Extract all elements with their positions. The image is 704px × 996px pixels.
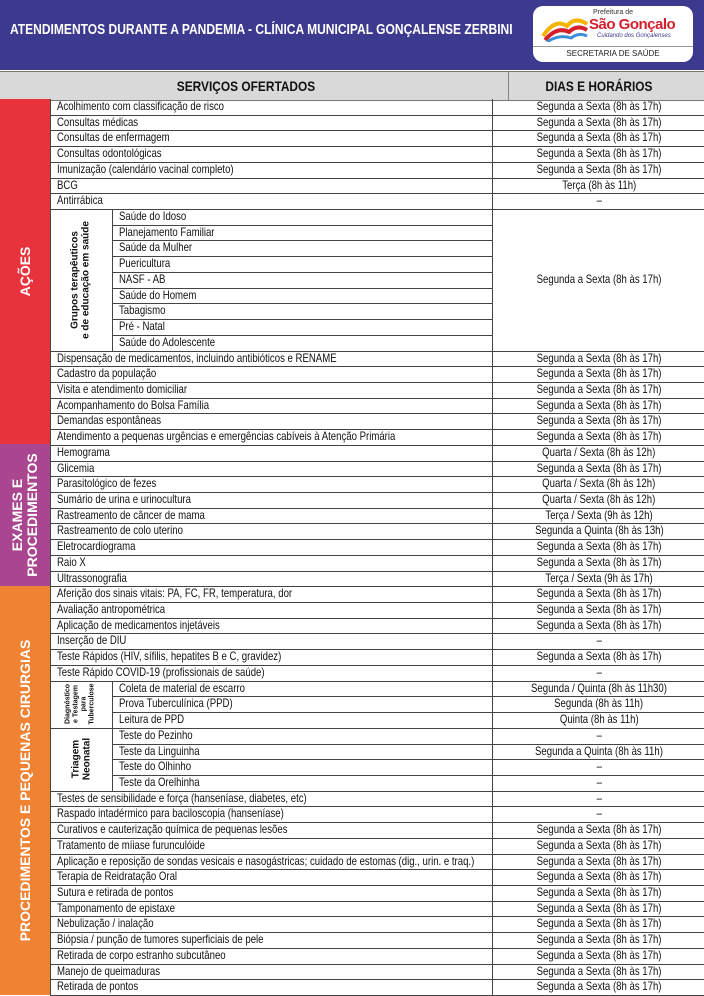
schedule-cell bbox=[492, 555, 704, 571]
cell-text: Aferição dos sinais vitais: PA, FC, FR, temperatura, dor bbox=[57, 586, 293, 601]
cell-text: Segunda a Sexta (8h às 17h) bbox=[536, 413, 662, 428]
cell-text: Segunda a Sexta (8h às 17h) bbox=[536, 350, 662, 365]
cell-text: Cadastro da população bbox=[57, 366, 157, 381]
cell-text: Quarta / Sexta (8h às 12h) bbox=[542, 444, 656, 459]
cell-text: Teste da Linguinha bbox=[119, 743, 200, 758]
logo-tagline: Cuidando dos Gonçalenses bbox=[597, 33, 671, 39]
cell-text: Segunda a Sexta (8h às 17h) bbox=[536, 649, 662, 664]
table-row bbox=[112, 681, 492, 698]
column-divider bbox=[492, 99, 493, 995]
cell-text: Ultrassonografia bbox=[57, 570, 127, 585]
group-label: Triagem Neonatal bbox=[70, 738, 92, 781]
schedule-cell bbox=[492, 791, 704, 807]
schedule-cell bbox=[492, 696, 704, 713]
service-cell bbox=[112, 225, 492, 241]
section-label: PROCEDIMENTOS E PEQUENAS CIRURGIAS bbox=[16, 639, 33, 942]
table-row bbox=[50, 445, 704, 462]
table-row bbox=[50, 555, 704, 572]
table-row bbox=[50, 539, 704, 556]
cell-text: Inserção de DIU bbox=[57, 633, 127, 648]
schedule-cell bbox=[492, 571, 704, 587]
table-row bbox=[50, 838, 704, 855]
table-header bbox=[0, 71, 704, 101]
service-cell bbox=[50, 492, 500, 508]
table-row bbox=[50, 869, 704, 886]
cell-text: – bbox=[596, 727, 602, 742]
table-row bbox=[50, 99, 704, 116]
service-cell bbox=[50, 178, 500, 194]
table-row bbox=[50, 351, 704, 368]
table-row bbox=[50, 586, 704, 603]
cell-text: Segunda a Sexta (8h às 17h) bbox=[536, 429, 662, 444]
service-cell bbox=[50, 885, 500, 901]
service-cell bbox=[50, 916, 500, 932]
table-row bbox=[50, 932, 704, 949]
table-row bbox=[50, 618, 704, 635]
cell-text: Segunda a Sexta (8h às 17h) bbox=[536, 979, 662, 994]
table-row bbox=[50, 413, 704, 430]
cell-text: Testes de sensibilidade e força (hanseníase, diabetes, etc) bbox=[57, 790, 307, 805]
service-cell bbox=[50, 555, 500, 571]
service-cell bbox=[112, 681, 492, 697]
service-cell bbox=[112, 256, 492, 272]
cell-text: Segunda a Sexta (8h às 17h) bbox=[536, 586, 662, 601]
schedule-cell bbox=[492, 445, 704, 461]
cell-text: Segunda a Sexta (8h às 17h) bbox=[536, 837, 662, 852]
group-label: Diagnóstico e Testagem para Tuberculose bbox=[64, 683, 96, 725]
schedule-cell bbox=[492, 602, 704, 618]
cell-text: Aplicação de medicamentos injetáveis bbox=[57, 617, 220, 632]
cell-text: – bbox=[596, 633, 602, 648]
section-label: EXAMES E PROCEDIMENTOS bbox=[9, 453, 40, 577]
table-row bbox=[50, 901, 704, 918]
cell-text: Manejo de queimaduras bbox=[57, 963, 160, 978]
service-cell bbox=[50, 539, 500, 555]
schedule-cell bbox=[492, 99, 704, 115]
cell-text: Parasitológico de fezes bbox=[57, 476, 157, 491]
cell-text: Saúde do Idoso bbox=[119, 209, 187, 224]
logo-city: São Gonçalo bbox=[589, 16, 676, 33]
service-cell bbox=[112, 775, 492, 791]
cell-text: Pré - Natal bbox=[119, 319, 165, 334]
cell-text: Avaliação antropométrica bbox=[57, 602, 166, 617]
schedule-cell bbox=[492, 178, 704, 194]
section-band-1 bbox=[0, 99, 50, 444]
cell-text: Acompanhamento do Bolsa Família bbox=[57, 397, 210, 412]
service-cell bbox=[50, 571, 500, 587]
table-row bbox=[50, 398, 704, 415]
service-cell bbox=[50, 602, 500, 618]
cell-text: Teste Rápido COVID-19 (profissionais de saúde) bbox=[57, 664, 265, 679]
cell-text: Quinta (8h às 11h) bbox=[559, 712, 639, 727]
page-title: ATENDIMENTOS DURANTE A PANDEMIA - CLÍNICA MUNICIPAL GONÇALENSE ZERBINI bbox=[10, 22, 513, 38]
table-row bbox=[50, 476, 704, 493]
service-cell bbox=[50, 130, 500, 146]
cell-text: Dispensação de medicamentos, incluindo antibióticos e RENAME bbox=[57, 350, 337, 365]
cell-text: Hemograma bbox=[57, 444, 110, 459]
cell-text: Atendimento a pequenas urgências e emergências cabíveis à Atenção Primária bbox=[57, 429, 396, 444]
cell-text: – bbox=[596, 193, 602, 208]
service-cell bbox=[50, 461, 500, 477]
service-cell bbox=[112, 303, 492, 319]
service-cell bbox=[50, 508, 500, 524]
cell-text: Segunda / Quinta (8h às 11h30) bbox=[531, 680, 667, 695]
service-cell bbox=[50, 948, 500, 964]
service-cell bbox=[50, 854, 500, 870]
cell-text: Rastreamento de colo uterino bbox=[57, 523, 183, 538]
cell-text: Segunda a Sexta (8h às 17h) bbox=[536, 397, 662, 412]
schedule-cell bbox=[492, 681, 704, 698]
cell-text: Tabagismo bbox=[119, 303, 166, 318]
cell-text: Raio X bbox=[57, 554, 86, 569]
service-cell bbox=[50, 932, 500, 948]
column-days: DIAS E HORÁRIOS bbox=[508, 72, 689, 100]
service-cell bbox=[112, 728, 492, 744]
schedule-cell bbox=[492, 665, 704, 681]
cell-text: – bbox=[596, 664, 602, 679]
cell-text: Segunda a Sexta (8h às 17h) bbox=[536, 617, 662, 632]
table-row bbox=[50, 178, 704, 195]
cell-text: – bbox=[596, 806, 602, 821]
table-row bbox=[50, 885, 704, 902]
schedule-cell bbox=[492, 869, 704, 885]
service-cell bbox=[50, 429, 500, 445]
cell-text: Nebulização / inalação bbox=[57, 916, 154, 931]
table-row bbox=[50, 948, 704, 965]
column-services: SERVIÇOS OFERTADOS bbox=[176, 78, 316, 94]
table-row bbox=[50, 822, 704, 839]
table-row bbox=[112, 319, 492, 336]
cell-text: Terça / Sexta (9h às 12h) bbox=[545, 507, 653, 522]
schedule-cell bbox=[492, 775, 704, 792]
cell-text: Segunda a Sexta (8h às 17h) bbox=[536, 947, 662, 962]
service-cell bbox=[50, 806, 500, 822]
schedule-cell bbox=[492, 744, 704, 761]
section-label: AÇÕES bbox=[16, 246, 33, 297]
schedule-cell bbox=[492, 586, 704, 602]
service-cell bbox=[50, 146, 500, 162]
cell-text: Coleta de material de escarro bbox=[119, 680, 245, 695]
table-row bbox=[50, 979, 704, 996]
schedule-cell bbox=[492, 806, 704, 822]
schedule-cell bbox=[492, 759, 704, 776]
cell-text: Segunda a Sexta (8h às 17h) bbox=[536, 381, 662, 396]
cell-text: Segunda a Sexta (8h às 17h) bbox=[536, 932, 662, 947]
group-grupos-terapeuticos bbox=[50, 209, 113, 351]
cell-text: Consultas médicas bbox=[57, 114, 139, 129]
table-row bbox=[112, 303, 492, 320]
table-row bbox=[112, 288, 492, 305]
cell-text: Teste do Pezinho bbox=[119, 727, 193, 742]
table-row bbox=[112, 240, 492, 257]
cell-text: Saúde da Mulher bbox=[119, 240, 193, 255]
schedule-cell bbox=[492, 398, 704, 414]
cell-text: Consultas odontológicas bbox=[57, 146, 162, 161]
table-row bbox=[50, 571, 704, 588]
schedule-cell bbox=[492, 712, 704, 729]
cell-text: Segunda a Sexta (8h às 17h) bbox=[536, 366, 662, 381]
service-cell bbox=[50, 193, 500, 209]
service-cell bbox=[112, 712, 492, 728]
table-row bbox=[112, 744, 492, 761]
cell-text: Curativos e cauterização química de pequenas lesões bbox=[57, 822, 288, 837]
cell-text: Segunda a Sexta (8h às 17h) bbox=[536, 602, 662, 617]
schedule-cell bbox=[492, 146, 704, 162]
service-cell bbox=[50, 398, 500, 414]
schedule-cell bbox=[492, 130, 704, 146]
table-row bbox=[50, 382, 704, 399]
service-cell bbox=[50, 382, 500, 398]
column-divider bbox=[50, 99, 51, 995]
logo bbox=[533, 6, 693, 62]
schedule-cell bbox=[492, 382, 704, 398]
cell-text: Segunda a Sexta (8h às 17h) bbox=[536, 146, 662, 161]
service-cell bbox=[112, 319, 492, 335]
section-band-3 bbox=[0, 586, 50, 995]
group-label: Grupos terapêuticos e de educação em saúde bbox=[70, 220, 92, 339]
cell-text: – bbox=[596, 790, 602, 805]
schedule-cell bbox=[492, 854, 704, 870]
schedule-cell bbox=[492, 901, 704, 917]
schedule-cell bbox=[492, 476, 704, 492]
cell-text: Segunda a Sexta (8h às 17h) bbox=[536, 822, 662, 837]
cell-text: Antirrábica bbox=[57, 193, 103, 208]
schedule-cell bbox=[492, 728, 704, 745]
service-cell bbox=[50, 665, 500, 681]
service-cell bbox=[50, 413, 500, 429]
cell-text: Eletrocardiograma bbox=[57, 539, 136, 554]
schedule-cell bbox=[492, 633, 704, 649]
cell-text: Puericultura bbox=[119, 256, 171, 271]
cell-text: Raspado intadérmico para baciloscopia (hanseníase) bbox=[57, 806, 284, 821]
schedule-cell bbox=[492, 523, 704, 539]
cell-text: Visita e atendimento domiciliar bbox=[57, 381, 188, 396]
cell-text: Segunda a Sexta (8h às 17h) bbox=[536, 161, 662, 176]
service-cell bbox=[50, 633, 500, 649]
schedule-cell bbox=[492, 979, 704, 995]
service-cell bbox=[50, 523, 500, 539]
cell-text: Teste do Olhinho bbox=[119, 759, 192, 774]
cell-text: Segunda a Sexta (8h às 17h) bbox=[536, 460, 662, 475]
schedule-cell bbox=[492, 492, 704, 508]
cell-text: Teste Rápidos (HIV, sífilis, hepatites B e C, gravidez) bbox=[57, 649, 282, 664]
service-cell bbox=[50, 901, 500, 917]
table-row bbox=[50, 162, 704, 179]
service-cell bbox=[50, 964, 500, 980]
service-cell bbox=[112, 759, 492, 775]
table-row bbox=[50, 130, 704, 147]
service-cell bbox=[50, 979, 500, 995]
cell-text: – bbox=[596, 759, 602, 774]
logo-secretaria: SECRETARIA DE SAÚDE bbox=[533, 46, 693, 58]
service-cell bbox=[50, 838, 500, 854]
cell-text: Rastreamento de câncer de mama bbox=[57, 507, 205, 522]
cell-text: NASF - AB bbox=[119, 271, 166, 286]
cell-text: Consultas de enfermagem bbox=[57, 130, 170, 145]
schedule-cell bbox=[492, 193, 704, 209]
schedule-cell bbox=[492, 461, 704, 477]
service-cell bbox=[112, 288, 492, 304]
logo-sun-icon bbox=[541, 12, 589, 42]
group-tuberculose bbox=[50, 681, 113, 729]
cell-text: Saúde do Adolescente bbox=[119, 334, 216, 349]
service-cell bbox=[50, 115, 500, 131]
table-row bbox=[50, 193, 704, 210]
cell-text: Tamponamento de epistaxe bbox=[57, 900, 175, 915]
table-row bbox=[50, 429, 704, 446]
cell-text: Terapia de Reidratação Oral bbox=[57, 869, 178, 884]
cell-text: Demandas espontâneas bbox=[57, 413, 162, 428]
table-row bbox=[50, 508, 704, 525]
table-row bbox=[50, 854, 704, 871]
schedule-cell bbox=[492, 508, 704, 524]
schedule-cell bbox=[492, 539, 704, 555]
cell-text: Biópsia / punção de tumores superficiais de pele bbox=[57, 932, 264, 947]
service-cell bbox=[112, 240, 492, 256]
table-row bbox=[112, 712, 492, 729]
cell-text: Segunda a Quinta (8h às 11h) bbox=[535, 743, 663, 758]
service-cell bbox=[50, 162, 500, 178]
cell-text: Segunda a Sexta (8h às 17h) bbox=[536, 900, 662, 915]
cell-text: Imunização (calendário vacinal completo) bbox=[57, 161, 234, 176]
service-cell bbox=[50, 445, 500, 461]
cell-text: Segunda a Sexta (8h às 17h) bbox=[536, 963, 662, 978]
schedule-cell bbox=[492, 618, 704, 634]
table-row bbox=[50, 916, 704, 933]
schedule-cell bbox=[492, 932, 704, 948]
schedule-cell bbox=[492, 885, 704, 901]
cell-text: Segunda (8h às 11h) bbox=[554, 696, 644, 711]
cell-text: Sutura e retirada de pontos bbox=[57, 885, 174, 899]
table-row bbox=[50, 492, 704, 509]
service-cell bbox=[50, 649, 500, 665]
table-row bbox=[50, 791, 704, 808]
cell-text: Segunda a Sexta (8h às 17h) bbox=[536, 885, 662, 899]
table-row bbox=[50, 806, 704, 823]
service-cell bbox=[50, 869, 500, 885]
cell-text: Saúde do Homem bbox=[119, 287, 197, 302]
table-row bbox=[112, 272, 492, 289]
table-row bbox=[112, 256, 492, 273]
cell-text: – bbox=[596, 774, 602, 789]
service-cell bbox=[50, 586, 500, 602]
service-cell bbox=[112, 272, 492, 288]
cell-text: Tratamento de míiase furunculóide bbox=[57, 837, 205, 852]
table-row bbox=[50, 366, 704, 383]
service-cell bbox=[50, 476, 500, 492]
table-row bbox=[50, 461, 704, 478]
cell-text: Terça / Sexta (9h às 17h) bbox=[545, 570, 653, 585]
table-row bbox=[50, 602, 704, 619]
table-row bbox=[112, 728, 492, 745]
table-row bbox=[50, 649, 704, 666]
service-cell bbox=[50, 99, 500, 115]
table-row bbox=[112, 225, 492, 242]
table-row bbox=[50, 146, 704, 163]
table-row bbox=[112, 335, 492, 352]
schedule-cell bbox=[492, 822, 704, 838]
service-cell bbox=[50, 618, 500, 634]
service-cell bbox=[112, 209, 492, 225]
cell-text: Planejamento Familiar bbox=[119, 224, 215, 239]
cell-text: Segunda a Sexta (8h às 17h) bbox=[536, 869, 662, 884]
service-cell bbox=[50, 822, 500, 838]
schedule-cell bbox=[492, 366, 704, 382]
table-row bbox=[112, 209, 492, 226]
cell-text: BCG bbox=[57, 177, 78, 192]
schedule-cell bbox=[492, 429, 704, 445]
table-row bbox=[50, 964, 704, 981]
cell-text: Leitura de PPD bbox=[119, 712, 185, 727]
cell-text: Teste da Orelhinha bbox=[119, 774, 200, 789]
cell-text: Segunda a Sexta (8h às 17h) bbox=[536, 99, 662, 113]
service-cell bbox=[112, 696, 492, 712]
cell-text: Segunda a Sexta (8h às 17h) bbox=[536, 130, 662, 145]
table-row bbox=[50, 665, 704, 682]
group-triagem-neonatal bbox=[50, 728, 113, 792]
table-row bbox=[50, 523, 704, 540]
logo-prefeitura: Prefeitura de bbox=[593, 9, 634, 16]
schedule-cell bbox=[492, 115, 704, 131]
table-row bbox=[50, 115, 704, 132]
cell-text: Segunda a Sexta (8h às 17h) bbox=[536, 272, 662, 287]
cell-text: Terça (8h às 11h) bbox=[562, 177, 636, 192]
cell-text: Glicemia bbox=[57, 460, 95, 475]
cell-text: Segunda a Sexta (8h às 17h) bbox=[536, 853, 662, 868]
cell-text: Quarta / Sexta (8h às 12h) bbox=[542, 492, 656, 506]
table-row bbox=[112, 775, 492, 792]
table-row bbox=[112, 759, 492, 776]
cell-text: Prova Tuberculínica (PPD) bbox=[119, 696, 233, 711]
cell-text: Retirada de pontos bbox=[57, 979, 139, 994]
service-cell bbox=[50, 351, 500, 367]
table-row bbox=[50, 633, 704, 650]
service-cell bbox=[50, 366, 500, 382]
cell-text: Quarta / Sexta (8h às 12h) bbox=[542, 476, 656, 491]
schedule-cell bbox=[492, 351, 704, 367]
page-header bbox=[0, 0, 704, 70]
service-cell bbox=[112, 744, 492, 760]
table-row bbox=[112, 696, 492, 713]
schedule-cell bbox=[492, 413, 704, 429]
schedule-cell bbox=[492, 964, 704, 980]
cell-text: Segunda a Quinta (8h às 13h) bbox=[534, 523, 664, 538]
schedule-cell bbox=[492, 209, 704, 351]
service-cell bbox=[112, 335, 492, 351]
cell-text: Retirada de corpo estranho subcutâneo bbox=[57, 947, 226, 962]
cell-text: Segunda a Sexta (8h às 17h) bbox=[536, 916, 662, 931]
schedule-cell bbox=[492, 916, 704, 932]
section-band-2 bbox=[0, 444, 50, 586]
schedule-cell bbox=[492, 649, 704, 665]
cell-text: Sumário de urina e urinocultura bbox=[57, 492, 191, 506]
service-cell bbox=[50, 791, 500, 807]
cell-text: Aplicação e reposição de sondas vesicais e nasogástricas; cuidado de estomas (dig., urin. e traq.) bbox=[57, 853, 475, 868]
schedule-cell bbox=[492, 948, 704, 964]
schedule-cell bbox=[492, 162, 704, 178]
cell-text: Segunda a Sexta (8h às 17h) bbox=[536, 554, 662, 569]
cell-text: Segunda a Sexta (8h às 17h) bbox=[536, 539, 662, 554]
cell-text: Segunda a Sexta (8h às 17h) bbox=[536, 114, 662, 129]
schedule-cell bbox=[492, 838, 704, 854]
cell-text: Acolhimento com classificação de risco bbox=[57, 99, 225, 113]
